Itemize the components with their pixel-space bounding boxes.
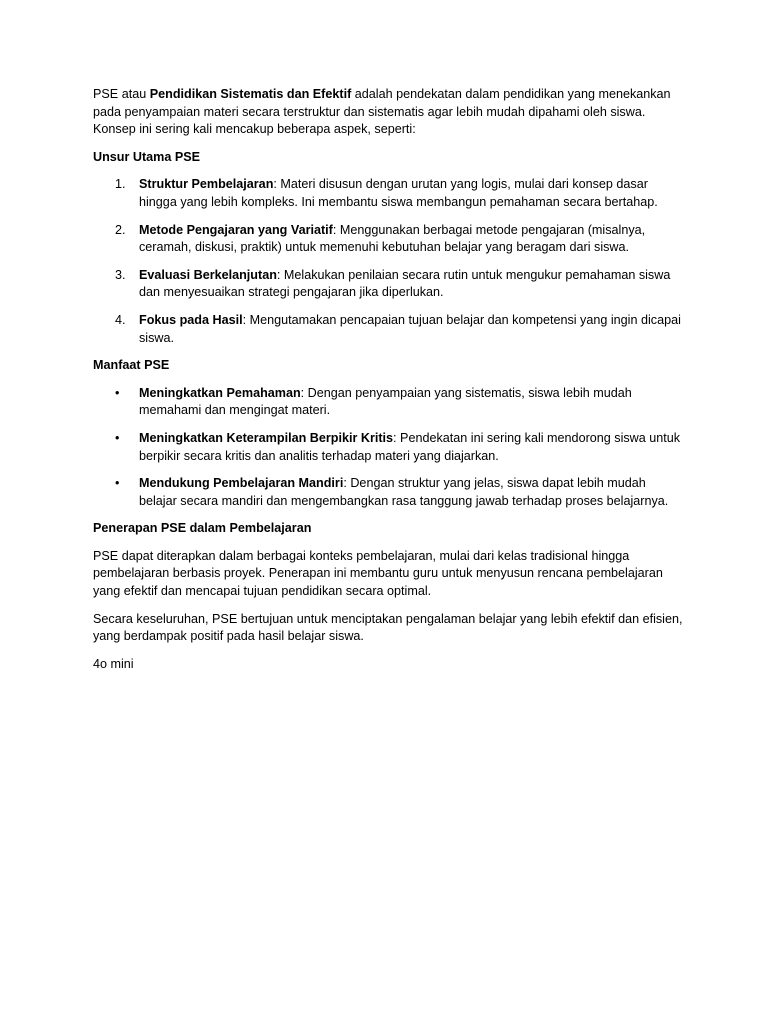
bullet-icon: • — [115, 476, 120, 491]
document-body — [93, 86, 683, 683]
item-term: Evaluasi Berkelanjutan — [139, 267, 277, 282]
bullet-icon: • — [115, 430, 120, 445]
list-item — [93, 176, 683, 211]
section-heading-manfaat: Manfaat PSE — [93, 358, 170, 373]
item-text: : Menggunakan berbagai metode pengajaran (misalnya, ceramah, diskusi, praktik) untuk memenuhi kebutuhan belajar yang beragam dari siswa. — [139, 222, 646, 255]
list-number: 3. — [115, 267, 126, 282]
section-heading-penerapan: Penerapan PSE dalam Pembelajaran — [93, 521, 312, 536]
penerapan-paragraph: PSE dapat diterapkan dalam berbagai konteks pembelajaran, mulai dari kelas tradisional hingga pembelajaran berbasis proyek. Penerapan ini membantu guru untuk menyusun rencana pembelajaran yang efektif dan mencapai tujuan pendidikan secara optimal. — [93, 548, 663, 599]
item-text: : Dengan struktur yang jelas, siswa dapat lebih mudah belajar secara mandiri dan mengembangkan rasa tanggung jawab terhadap proses belajarnya. — [139, 476, 669, 508]
intro-paragraph — [93, 86, 683, 139]
list-item — [93, 430, 683, 465]
section-heading-unsur: Unsur Utama PSE — [93, 149, 201, 164]
item-term: Meningkatkan Keterampilan Berpikir Kritis — [139, 430, 394, 445]
list-number: 2. — [115, 222, 126, 237]
model-label: 4o mini — [93, 656, 134, 671]
list-item — [93, 267, 683, 302]
list-item — [93, 312, 683, 347]
item-text: : Melakukan penilaian secara rutin untuk mengukur pemahaman siswa dan menyesuaikan strategi pengajaran jika diperlukan. — [139, 267, 671, 300]
list-number: 1. — [115, 177, 126, 192]
unsur-list — [93, 176, 683, 347]
bullet-icon: • — [115, 385, 120, 400]
item-term: Struktur Pembelajaran — [139, 177, 274, 192]
item-term: Meningkatkan Pemahaman — [139, 385, 301, 400]
item-text: : Pendekatan ini sering kali mendorong siswa untuk berpikir secara kritis dan analitis terhadap materi yang diajarkan. — [139, 430, 681, 463]
intro-post: adalah pendekatan dalam pendidikan yang menekankan pada penyampaian materi secara terstruktur dan sistematis agar lebih mudah dipahami oleh siswa. Konsep ini sering kali mencakup beberapa aspek, seperti: — [93, 87, 671, 137]
list-number: 4. — [115, 312, 126, 327]
manfaat-list — [93, 385, 683, 511]
conclusion-paragraph: Secara keseluruhan, PSE bertujuan untuk menciptakan pengalaman belajar yang lebih efektif dan efisien, yang berdampak positif pada hasil belajar siswa. — [93, 611, 683, 644]
item-term: Fokus pada Hasil — [139, 312, 243, 327]
list-item — [93, 475, 683, 510]
item-text: : Mengutamakan pencapaian tujuan belajar dan kompetensi yang ingin dicapai siswa. — [139, 312, 681, 345]
intro-pre: PSE atau — [93, 87, 150, 101]
item-term: Metode Pengajaran yang Variatif — [139, 222, 333, 237]
list-item — [93, 385, 683, 420]
item-term: Mendukung Pembelajaran Mandiri — [139, 476, 344, 491]
item-text: : Dengan penyampaian yang sistematis, siswa lebih mudah memahami dan mengingat materi. — [139, 385, 632, 418]
list-item — [93, 222, 683, 257]
item-text: : Materi disusun dengan urutan yang logis, mulai dari konsep dasar hingga yang lebih kompleks. Ini membantu siswa membangun pemahaman secara bertahap. — [139, 177, 658, 209]
intro-bold-term: Pendidikan Sistematis dan Efektif — [149, 87, 352, 101]
